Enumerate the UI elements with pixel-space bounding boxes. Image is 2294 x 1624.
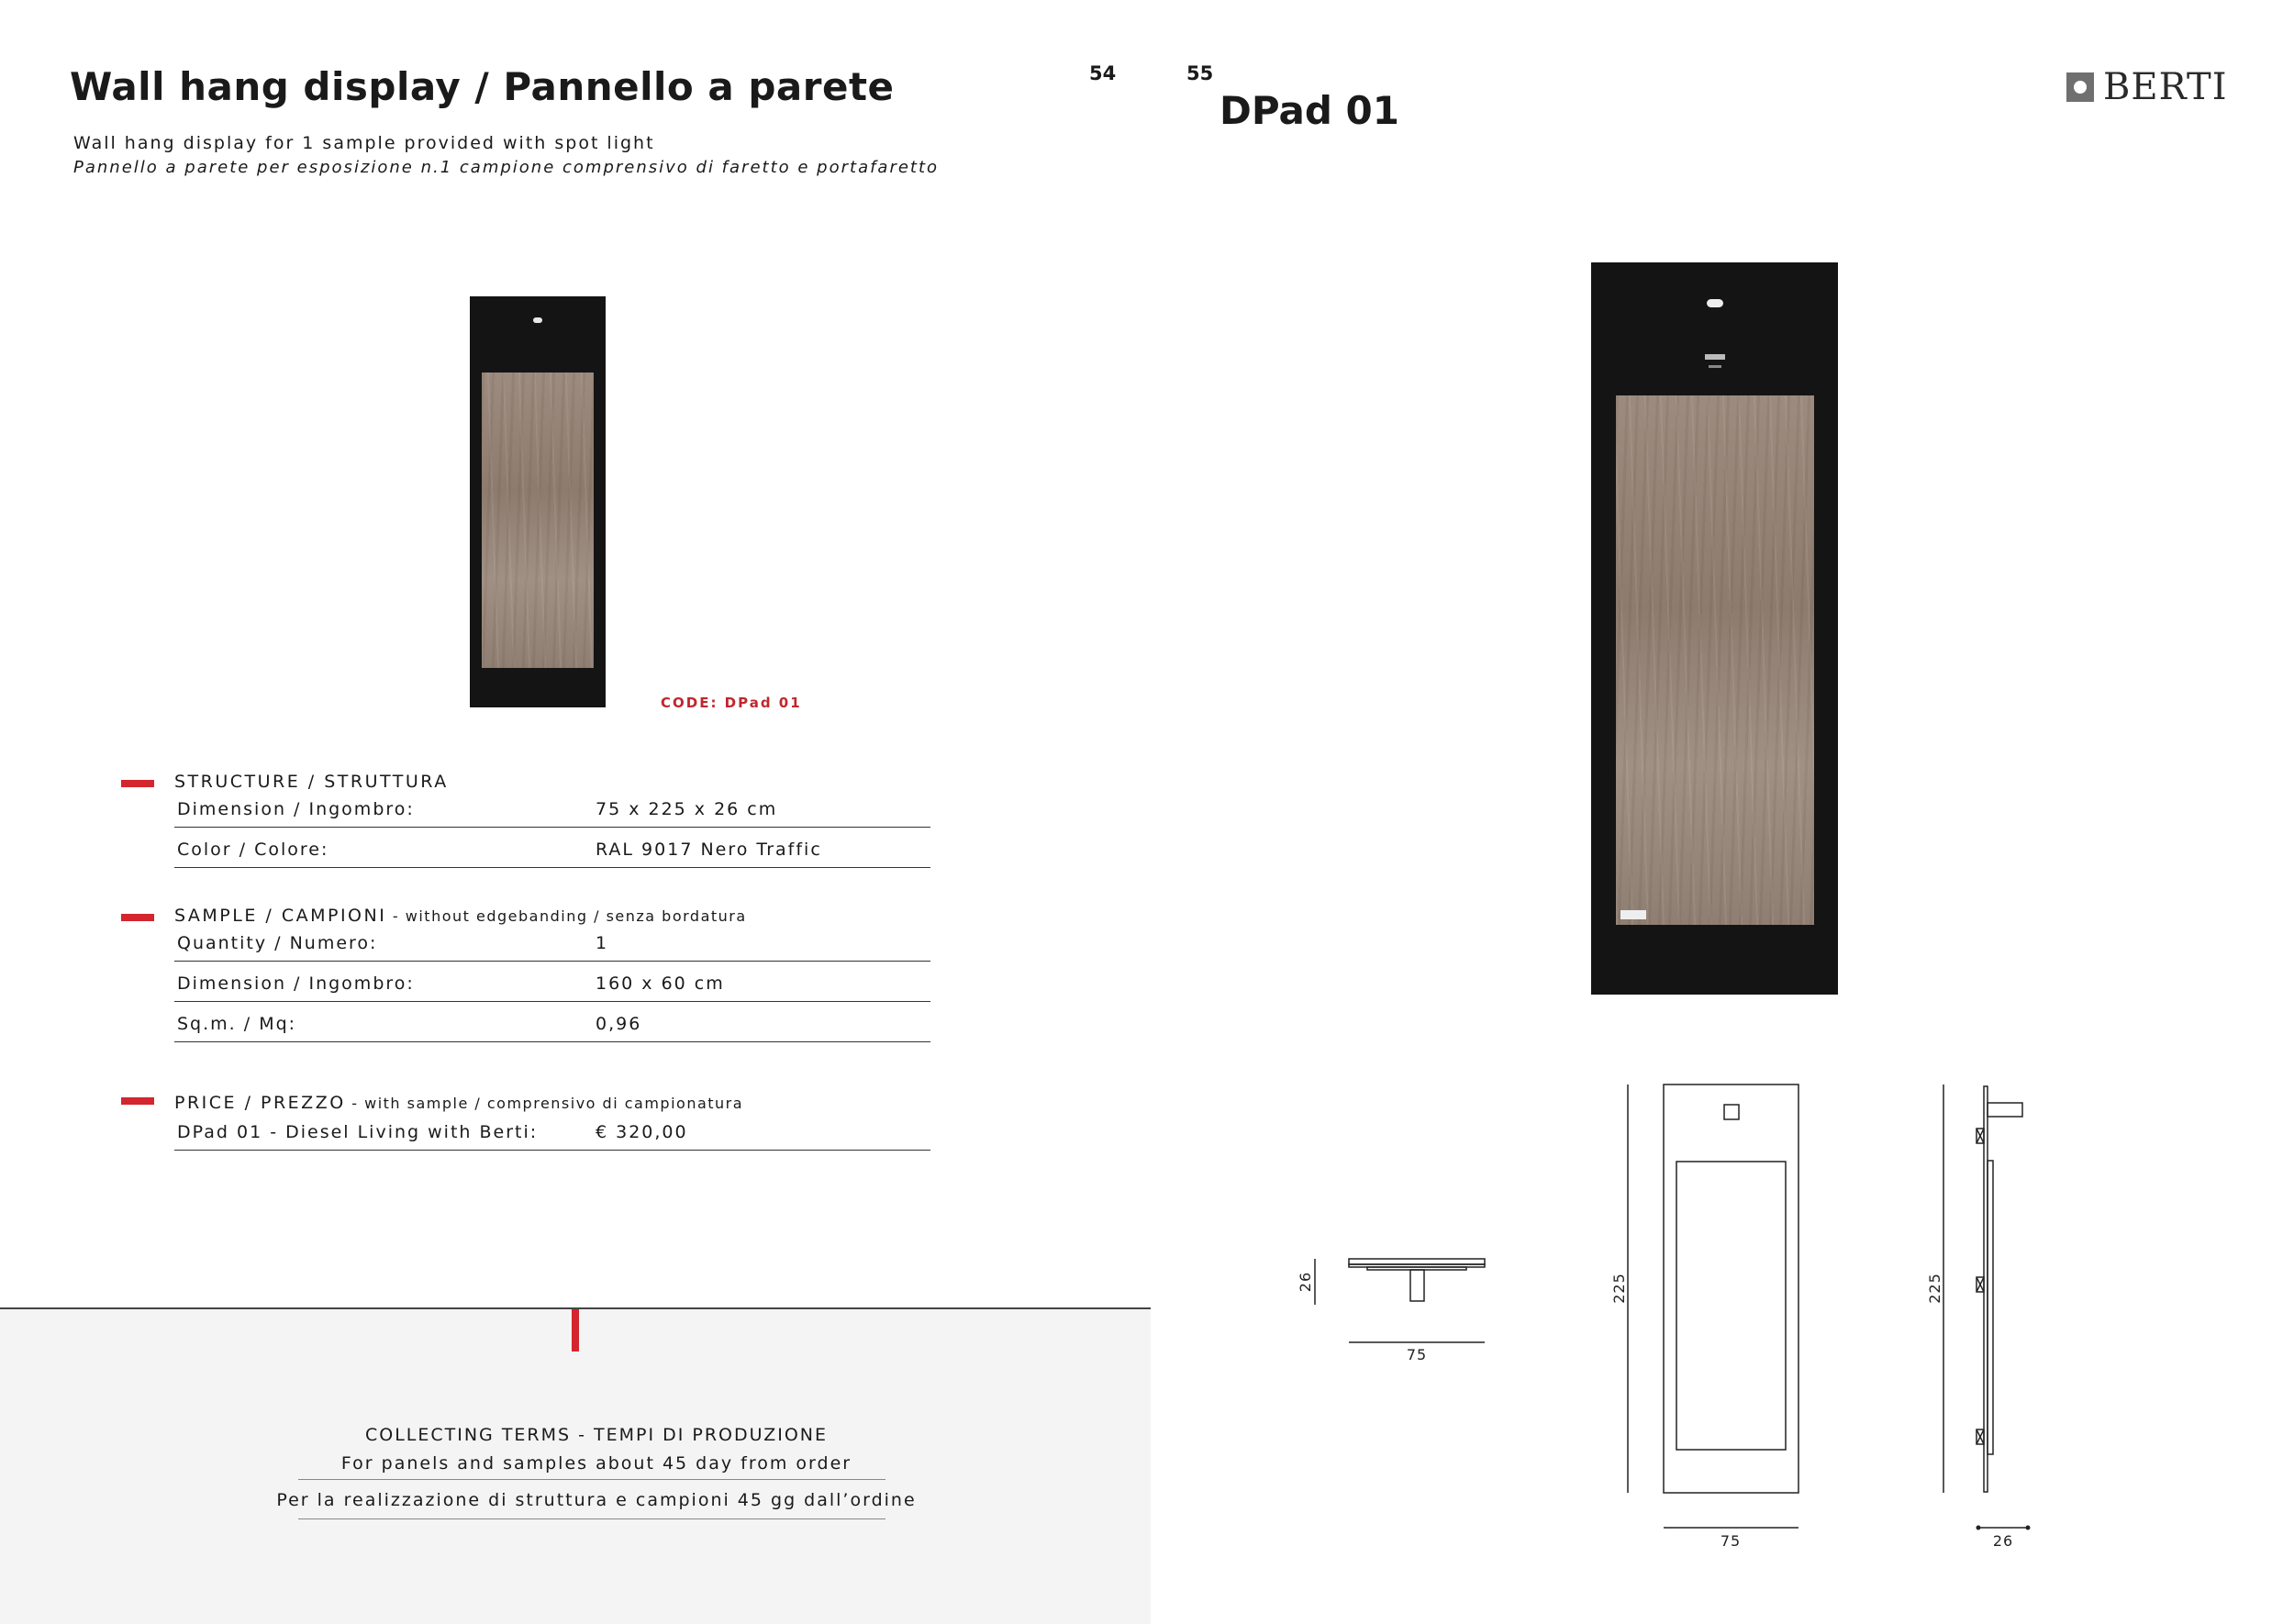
brand-logo (2066, 66, 2228, 108)
spec-value: 75 x 225 x 26 cm (596, 799, 778, 819)
subtitle-english: Wall hang display for 1 sample provided with spot light (73, 133, 655, 153)
spec-value: 160 x 60 cm (596, 973, 725, 994)
sample-heading-text: SAMPLE / CAMPIONI (174, 906, 387, 926)
spec-row (174, 832, 930, 868)
wood-sample (482, 373, 594, 668)
brand-name: BERTI (2103, 66, 2228, 108)
spec-label: Quantity / Numero: (177, 933, 378, 953)
terms-divider (298, 1479, 885, 1480)
brand-plate (1705, 354, 1725, 360)
spec-value: RAL 9017 Nero Traffic (596, 840, 822, 860)
spec-value: 0,96 (596, 1014, 642, 1034)
dimension-top-width: 75 (1406, 1346, 1428, 1363)
spec-label: Sq.m. / Mq: (177, 1014, 297, 1034)
spec-row (174, 1007, 930, 1042)
section-marker (121, 1097, 154, 1105)
top-view-drawing (1315, 1259, 1485, 1342)
spec-value: 1 (596, 933, 609, 953)
dimension-side-depth: 26 (1992, 1532, 2014, 1550)
price-heading (174, 1093, 743, 1113)
spec-label: Color / Colore: (177, 840, 329, 860)
product-title: DPad 01 (1219, 88, 1399, 133)
page-title: Wall hang display / Pannello a parete (70, 64, 895, 109)
spec-label: Dimension / Ingombro: (177, 799, 415, 819)
structure-heading: STRUCTURE / STRUTTURA (174, 772, 449, 792)
spec-value: € 320,00 (596, 1122, 688, 1142)
page-number-right: 55 (1186, 62, 1214, 84)
product-code: CODE: DPad 01 (661, 695, 802, 711)
terms-divider (298, 1518, 885, 1519)
subtitle-italian: Pannello a parete per esposizione n.1 campione comprensivo di faretto e portafaretto (73, 158, 940, 177)
dimension-front-height: 225 (1610, 1273, 1628, 1304)
side-view-drawing (1943, 1085, 2028, 1528)
dimension-top-depth: 26 (1297, 1271, 1314, 1293)
spotlight-icon (533, 317, 542, 323)
product-photo-large (1591, 262, 1838, 995)
footer-accent-bar (572, 1309, 579, 1351)
sample-heading-note: - without edgebanding / senza bordatura (386, 907, 747, 925)
terms-line-it: Per la realizzazione di struttura e campioni 45 gg dall’ordine (276, 1490, 917, 1510)
dimension-front-width: 75 (1720, 1532, 1742, 1550)
spec-label: Dimension / Ingombro: (177, 973, 415, 994)
brand-mark-icon (2066, 72, 2094, 102)
technical-drawings (1285, 1064, 2065, 1551)
section-marker (121, 914, 154, 921)
price-heading-text: PRICE / PREZZO (174, 1093, 346, 1113)
front-view-drawing (1628, 1085, 1798, 1528)
spec-row (174, 792, 930, 828)
terms-heading: COLLECTING TERMS - TEMPI DI PRODUZIONE (364, 1425, 829, 1445)
spotlight-icon (1707, 299, 1723, 307)
sample-heading (174, 906, 747, 926)
terms-line-en: For panels and samples about 45 day from order (340, 1453, 852, 1474)
spec-row (174, 966, 930, 1002)
dimension-side-height: 225 (1926, 1273, 1943, 1304)
brand-plate (1709, 365, 1721, 368)
price-heading-note: - with sample / comprensivo di campionatura (345, 1095, 744, 1112)
section-marker (121, 780, 154, 787)
page-number-left: 54 (1089, 62, 1117, 84)
spec-row (174, 1115, 930, 1151)
wood-sample (1616, 395, 1814, 925)
spec-row (174, 926, 930, 962)
sample-label (1620, 910, 1646, 919)
spec-label: DPad 01 - Diesel Living with Berti: (177, 1122, 539, 1142)
product-photo-small (470, 296, 606, 707)
